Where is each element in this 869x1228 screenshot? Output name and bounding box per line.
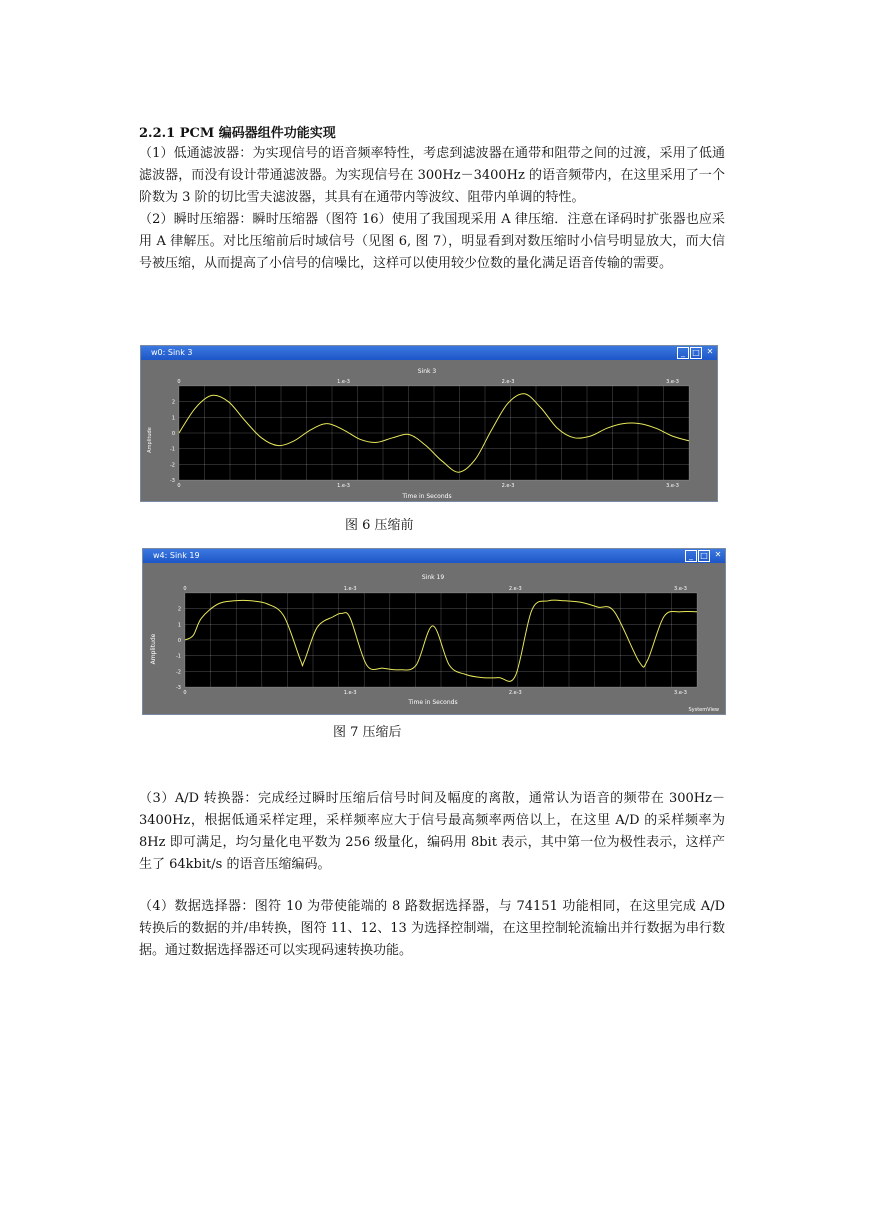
y-tick-label: -3 <box>170 478 175 484</box>
paragraph-compressor: （2）瞬时压缩器：瞬时压缩器（图符 16）使用了我国现采用 A 律压缩．注意在译码时扩张器也应采用 A 律解压。对比压缩前后时域信号（见图 6, 图 7），明显看到对数压缩时小信号明显放大，而大信号被压缩，从而提高了小信号的信噪比，这样可以使用较少位数的量化满足语音传输的需要。 <box>139 212 725 271</box>
minimize-icon[interactable]: _ <box>677 347 689 359</box>
text-block-mux <box>139 896 725 962</box>
sink19-chart <box>143 563 725 713</box>
x-tick-label: 0 <box>183 586 187 592</box>
sink19-titlebar <box>143 549 725 563</box>
sink3-ylabel: Amplitude <box>147 427 153 453</box>
figure7-caption: 图 7 压缩后 <box>333 725 402 740</box>
y-tick-label: -1 <box>176 653 181 660</box>
x-tick-label: 2.e-3 <box>501 483 515 489</box>
sink3-xlabel: Time in Seconds <box>402 493 452 500</box>
figure6-caption: 图 6 压缩前 <box>345 518 414 533</box>
sink19-chart-title: Sink 19 <box>421 574 445 581</box>
x-tick-label: 2.e-3 <box>501 379 515 385</box>
paragraph-data-selector: （4）数据选择器：图符 10 为带使能端的 8 路数据选择器，与 74151 功能相同，在这里完成 A/D 转换后的数据的并/串转换，图符 11、12、13 为选择控制端，在这里控制轮流输出并行数据为串行数据。通过数据选择器还可以实现码速转换功能。 <box>139 899 725 958</box>
systemview-footer: SystemView <box>688 707 719 713</box>
x-tick-label: 1.e-3 <box>343 586 357 592</box>
x-tick-label: 1.e-3 <box>337 379 350 385</box>
x-tick-label: 1.e-3 <box>343 690 357 696</box>
text-block-top <box>139 143 725 275</box>
text-block-ad <box>139 788 725 876</box>
x-tick-label: 3.e-3 <box>666 379 679 385</box>
x-tick-label: 3.e-3 <box>666 483 679 489</box>
x-tick-label: 3.e-3 <box>674 690 687 696</box>
paragraph-ad-converter: （3）A/D 转换器：完成经过瞬时压缩后信号时间及幅度的离散，通常认为语音的频带在 300Hz－3400Hz，根据低通采样定理，采样频率应大于信号最高频率两倍以上，在这里 A/D 的采样频率为 8Hz 即可满足，均匀量化电平数为 256 级量化，编码用 8bit 表示，其中第一位为极性表示，这样产生了 64kbit/s 的语音压缩编码。 <box>139 791 725 872</box>
y-tick-label: 2 <box>177 606 181 613</box>
y-tick-label: -3 <box>176 685 181 691</box>
y-tick-label: 2 <box>171 399 175 406</box>
sink19-window-title: w4: Sink 19 <box>153 551 200 560</box>
close-icon[interactable]: ✕ <box>714 550 722 559</box>
sink3-chart-title: Sink 3 <box>417 368 437 375</box>
x-tick-label: 2.e-3 <box>508 586 522 592</box>
sink3-titlebar <box>141 346 717 360</box>
y-tick-label: 1 <box>177 622 181 629</box>
sink3-chart <box>141 360 717 500</box>
y-tick-label: -2 <box>176 669 181 676</box>
x-tick-label: 1.e-3 <box>337 483 350 489</box>
y-tick-label: 1 <box>171 415 175 422</box>
y-tick-label: 0 <box>171 431 175 437</box>
section-heading: 2.2.1 PCM 编码器组件功能实现 <box>139 126 336 141</box>
sink19-ylabel: Amplitude <box>150 633 157 665</box>
x-tick-label: 2.e-3 <box>508 690 522 696</box>
close-icon[interactable]: ✕ <box>706 347 714 356</box>
sink19-xlabel: Time in Seconds <box>408 699 458 706</box>
minimize-icon[interactable]: _ <box>685 550 697 562</box>
maximize-icon[interactable]: □ <box>698 550 710 562</box>
x-tick-label: 0 <box>183 690 187 696</box>
y-tick-label: -1 <box>170 446 175 453</box>
y-tick-label: -2 <box>170 462 175 469</box>
sink3-window-title: w0: Sink 3 <box>151 348 193 357</box>
y-tick-label: 0 <box>177 638 181 644</box>
sink3-window <box>140 345 718 502</box>
x-tick-label: 0 <box>177 483 181 489</box>
paragraph-lowpass-filter: （1）低通滤波器：为实现信号的语音频率特性，考虑到滤波器在通带和阻带之间的过渡，采用了低通滤波器，而没有设计带通滤波器。为实现信号在 300Hz－3400Hz 的语音频带内，在这里采用了一个阶数为 3 阶的切比雪夫滤波器，其具有在通带内等波纹、阻带内单调的特性。 <box>139 146 725 205</box>
maximize-icon[interactable]: □ <box>690 347 702 359</box>
sink19-window <box>142 548 726 715</box>
x-tick-label: 3.e-3 <box>674 586 687 592</box>
x-tick-label: 0 <box>177 379 181 385</box>
